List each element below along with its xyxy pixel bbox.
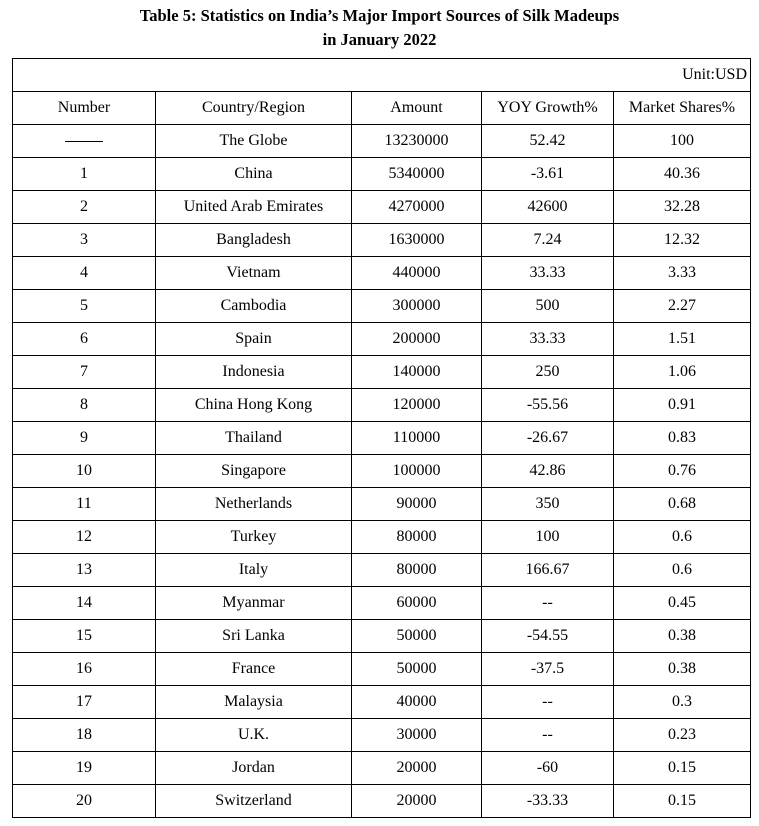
row-yoy-growth: 33.33 bbox=[482, 323, 614, 356]
table-row bbox=[13, 521, 751, 554]
row-yoy-growth: -54.55 bbox=[482, 620, 614, 653]
table-body bbox=[13, 59, 751, 818]
row-country: Cambodia bbox=[156, 290, 352, 323]
row-market-share: 2.27 bbox=[614, 290, 751, 323]
row-number: 20 bbox=[13, 785, 156, 818]
row-yoy-growth: 42600 bbox=[482, 191, 614, 224]
row-country: Italy bbox=[156, 554, 352, 587]
table-row bbox=[13, 587, 751, 620]
row-number: 19 bbox=[13, 752, 156, 785]
row-market-share: 40.36 bbox=[614, 158, 751, 191]
row-country: Spain bbox=[156, 323, 352, 356]
row-market-share: 0.91 bbox=[614, 389, 751, 422]
row-amount: 110000 bbox=[352, 422, 482, 455]
row-yoy-growth: 166.67 bbox=[482, 554, 614, 587]
row-yoy-growth: -3.61 bbox=[482, 158, 614, 191]
row-amount: 140000 bbox=[352, 356, 482, 389]
row-number: 11 bbox=[13, 488, 156, 521]
row-amount: 80000 bbox=[352, 554, 482, 587]
row-country: Malaysia bbox=[156, 686, 352, 719]
row-country: Sri Lanka bbox=[156, 620, 352, 653]
row-yoy-growth: 33.33 bbox=[482, 257, 614, 290]
row-country: China bbox=[156, 158, 352, 191]
row-country: France bbox=[156, 653, 352, 686]
globe-row bbox=[13, 125, 751, 158]
unit-row bbox=[13, 59, 751, 92]
row-amount: 30000 bbox=[352, 719, 482, 752]
row-market-share: 32.28 bbox=[614, 191, 751, 224]
table-title-line-1: Table 5: Statistics on India’s Major Import Sources of Silk Madeups bbox=[139, 6, 620, 25]
header-country: Country/Region bbox=[156, 92, 352, 125]
row-country: Indonesia bbox=[156, 356, 352, 389]
row-amount: 200000 bbox=[352, 323, 482, 356]
header-amount: Amount bbox=[352, 92, 482, 125]
table-row bbox=[13, 554, 751, 587]
row-country: Thailand bbox=[156, 422, 352, 455]
row-market-share: 0.45 bbox=[614, 587, 751, 620]
row-yoy-growth: -33.33 bbox=[482, 785, 614, 818]
row-market-share: 0.15 bbox=[614, 785, 751, 818]
row-market-share: 0.23 bbox=[614, 719, 751, 752]
row-number: 6 bbox=[13, 323, 156, 356]
table-row bbox=[13, 224, 751, 257]
row-amount: 90000 bbox=[352, 488, 482, 521]
table-row bbox=[13, 719, 751, 752]
row-number: 16 bbox=[13, 653, 156, 686]
row-number: 5 bbox=[13, 290, 156, 323]
row-amount: 1630000 bbox=[352, 224, 482, 257]
row-market-share: 0.3 bbox=[614, 686, 751, 719]
row-market-share: 0.68 bbox=[614, 488, 751, 521]
row-yoy-growth: 250 bbox=[482, 356, 614, 389]
row-number: 4 bbox=[13, 257, 156, 290]
globe-amount: 13230000 bbox=[352, 125, 482, 158]
row-country: Bangladesh bbox=[156, 224, 352, 257]
row-country: U.K. bbox=[156, 719, 352, 752]
row-country: Switzerland bbox=[156, 785, 352, 818]
table-row bbox=[13, 356, 751, 389]
row-amount: 60000 bbox=[352, 587, 482, 620]
import-sources-table bbox=[12, 58, 751, 818]
table-row bbox=[13, 455, 751, 488]
table-row bbox=[13, 191, 751, 224]
table-title-line-2: in January 2022 bbox=[322, 30, 437, 49]
row-yoy-growth: -55.56 bbox=[482, 389, 614, 422]
unit-label: Unit:USD bbox=[13, 59, 751, 92]
header-row bbox=[13, 92, 751, 125]
dash-line bbox=[65, 141, 103, 142]
row-market-share: 3.33 bbox=[614, 257, 751, 290]
globe-yoy: 52.42 bbox=[482, 125, 614, 158]
table-row bbox=[13, 323, 751, 356]
row-market-share: 0.6 bbox=[614, 521, 751, 554]
table-row bbox=[13, 158, 751, 191]
row-number: 17 bbox=[13, 686, 156, 719]
row-market-share: 0.38 bbox=[614, 620, 751, 653]
row-number: 2 bbox=[13, 191, 156, 224]
row-market-share: 12.32 bbox=[614, 224, 751, 257]
row-amount: 20000 bbox=[352, 785, 482, 818]
row-amount: 4270000 bbox=[352, 191, 482, 224]
row-market-share: 0.76 bbox=[614, 455, 751, 488]
row-country: United Arab Emirates bbox=[156, 191, 352, 224]
table-row bbox=[13, 752, 751, 785]
row-yoy-growth: -37.5 bbox=[482, 653, 614, 686]
table-row bbox=[13, 257, 751, 290]
row-yoy-growth: 500 bbox=[482, 290, 614, 323]
row-market-share: 1.51 bbox=[614, 323, 751, 356]
row-amount: 5340000 bbox=[352, 158, 482, 191]
row-country: Singapore bbox=[156, 455, 352, 488]
row-market-share: 0.83 bbox=[614, 422, 751, 455]
row-yoy-growth: -- bbox=[482, 587, 614, 620]
header-yoy-growth: YOY Growth% bbox=[482, 92, 614, 125]
row-amount: 80000 bbox=[352, 521, 482, 554]
row-yoy-growth: -- bbox=[482, 686, 614, 719]
header-market-share: Market Shares% bbox=[614, 92, 751, 125]
row-amount: 40000 bbox=[352, 686, 482, 719]
row-yoy-growth: 7.24 bbox=[482, 224, 614, 257]
table-title bbox=[0, 4, 759, 52]
row-yoy-growth: -26.67 bbox=[482, 422, 614, 455]
row-country: Jordan bbox=[156, 752, 352, 785]
row-amount: 100000 bbox=[352, 455, 482, 488]
table-row bbox=[13, 686, 751, 719]
row-amount: 440000 bbox=[352, 257, 482, 290]
row-market-share: 0.15 bbox=[614, 752, 751, 785]
row-market-share: 0.38 bbox=[614, 653, 751, 686]
row-yoy-growth: 42.86 bbox=[482, 455, 614, 488]
table-row bbox=[13, 389, 751, 422]
globe-country: The Globe bbox=[156, 125, 352, 158]
row-yoy-growth: -60 bbox=[482, 752, 614, 785]
row-amount: 50000 bbox=[352, 620, 482, 653]
row-number: 18 bbox=[13, 719, 156, 752]
row-country: Myanmar bbox=[156, 587, 352, 620]
row-country: China Hong Kong bbox=[156, 389, 352, 422]
row-market-share: 1.06 bbox=[614, 356, 751, 389]
row-number: 7 bbox=[13, 356, 156, 389]
table-row bbox=[13, 653, 751, 686]
row-amount: 300000 bbox=[352, 290, 482, 323]
table-row bbox=[13, 785, 751, 818]
globe-share: 100 bbox=[614, 125, 751, 158]
row-country: Turkey bbox=[156, 521, 352, 554]
row-yoy-growth: 100 bbox=[482, 521, 614, 554]
row-number: 3 bbox=[13, 224, 156, 257]
row-amount: 20000 bbox=[352, 752, 482, 785]
table-row bbox=[13, 422, 751, 455]
row-amount: 120000 bbox=[352, 389, 482, 422]
row-yoy-growth: 350 bbox=[482, 488, 614, 521]
row-number: 10 bbox=[13, 455, 156, 488]
row-number: 15 bbox=[13, 620, 156, 653]
table-row bbox=[13, 290, 751, 323]
row-country: Vietnam bbox=[156, 257, 352, 290]
globe-number-dash bbox=[13, 125, 156, 158]
row-number: 8 bbox=[13, 389, 156, 422]
row-amount: 50000 bbox=[352, 653, 482, 686]
row-number: 1 bbox=[13, 158, 156, 191]
row-market-share: 0.6 bbox=[614, 554, 751, 587]
row-number: 12 bbox=[13, 521, 156, 554]
row-yoy-growth: -- bbox=[482, 719, 614, 752]
row-number: 14 bbox=[13, 587, 156, 620]
row-country: Netherlands bbox=[156, 488, 352, 521]
table-row bbox=[13, 488, 751, 521]
row-number: 13 bbox=[13, 554, 156, 587]
row-number: 9 bbox=[13, 422, 156, 455]
header-number: Number bbox=[13, 92, 156, 125]
table-row bbox=[13, 620, 751, 653]
